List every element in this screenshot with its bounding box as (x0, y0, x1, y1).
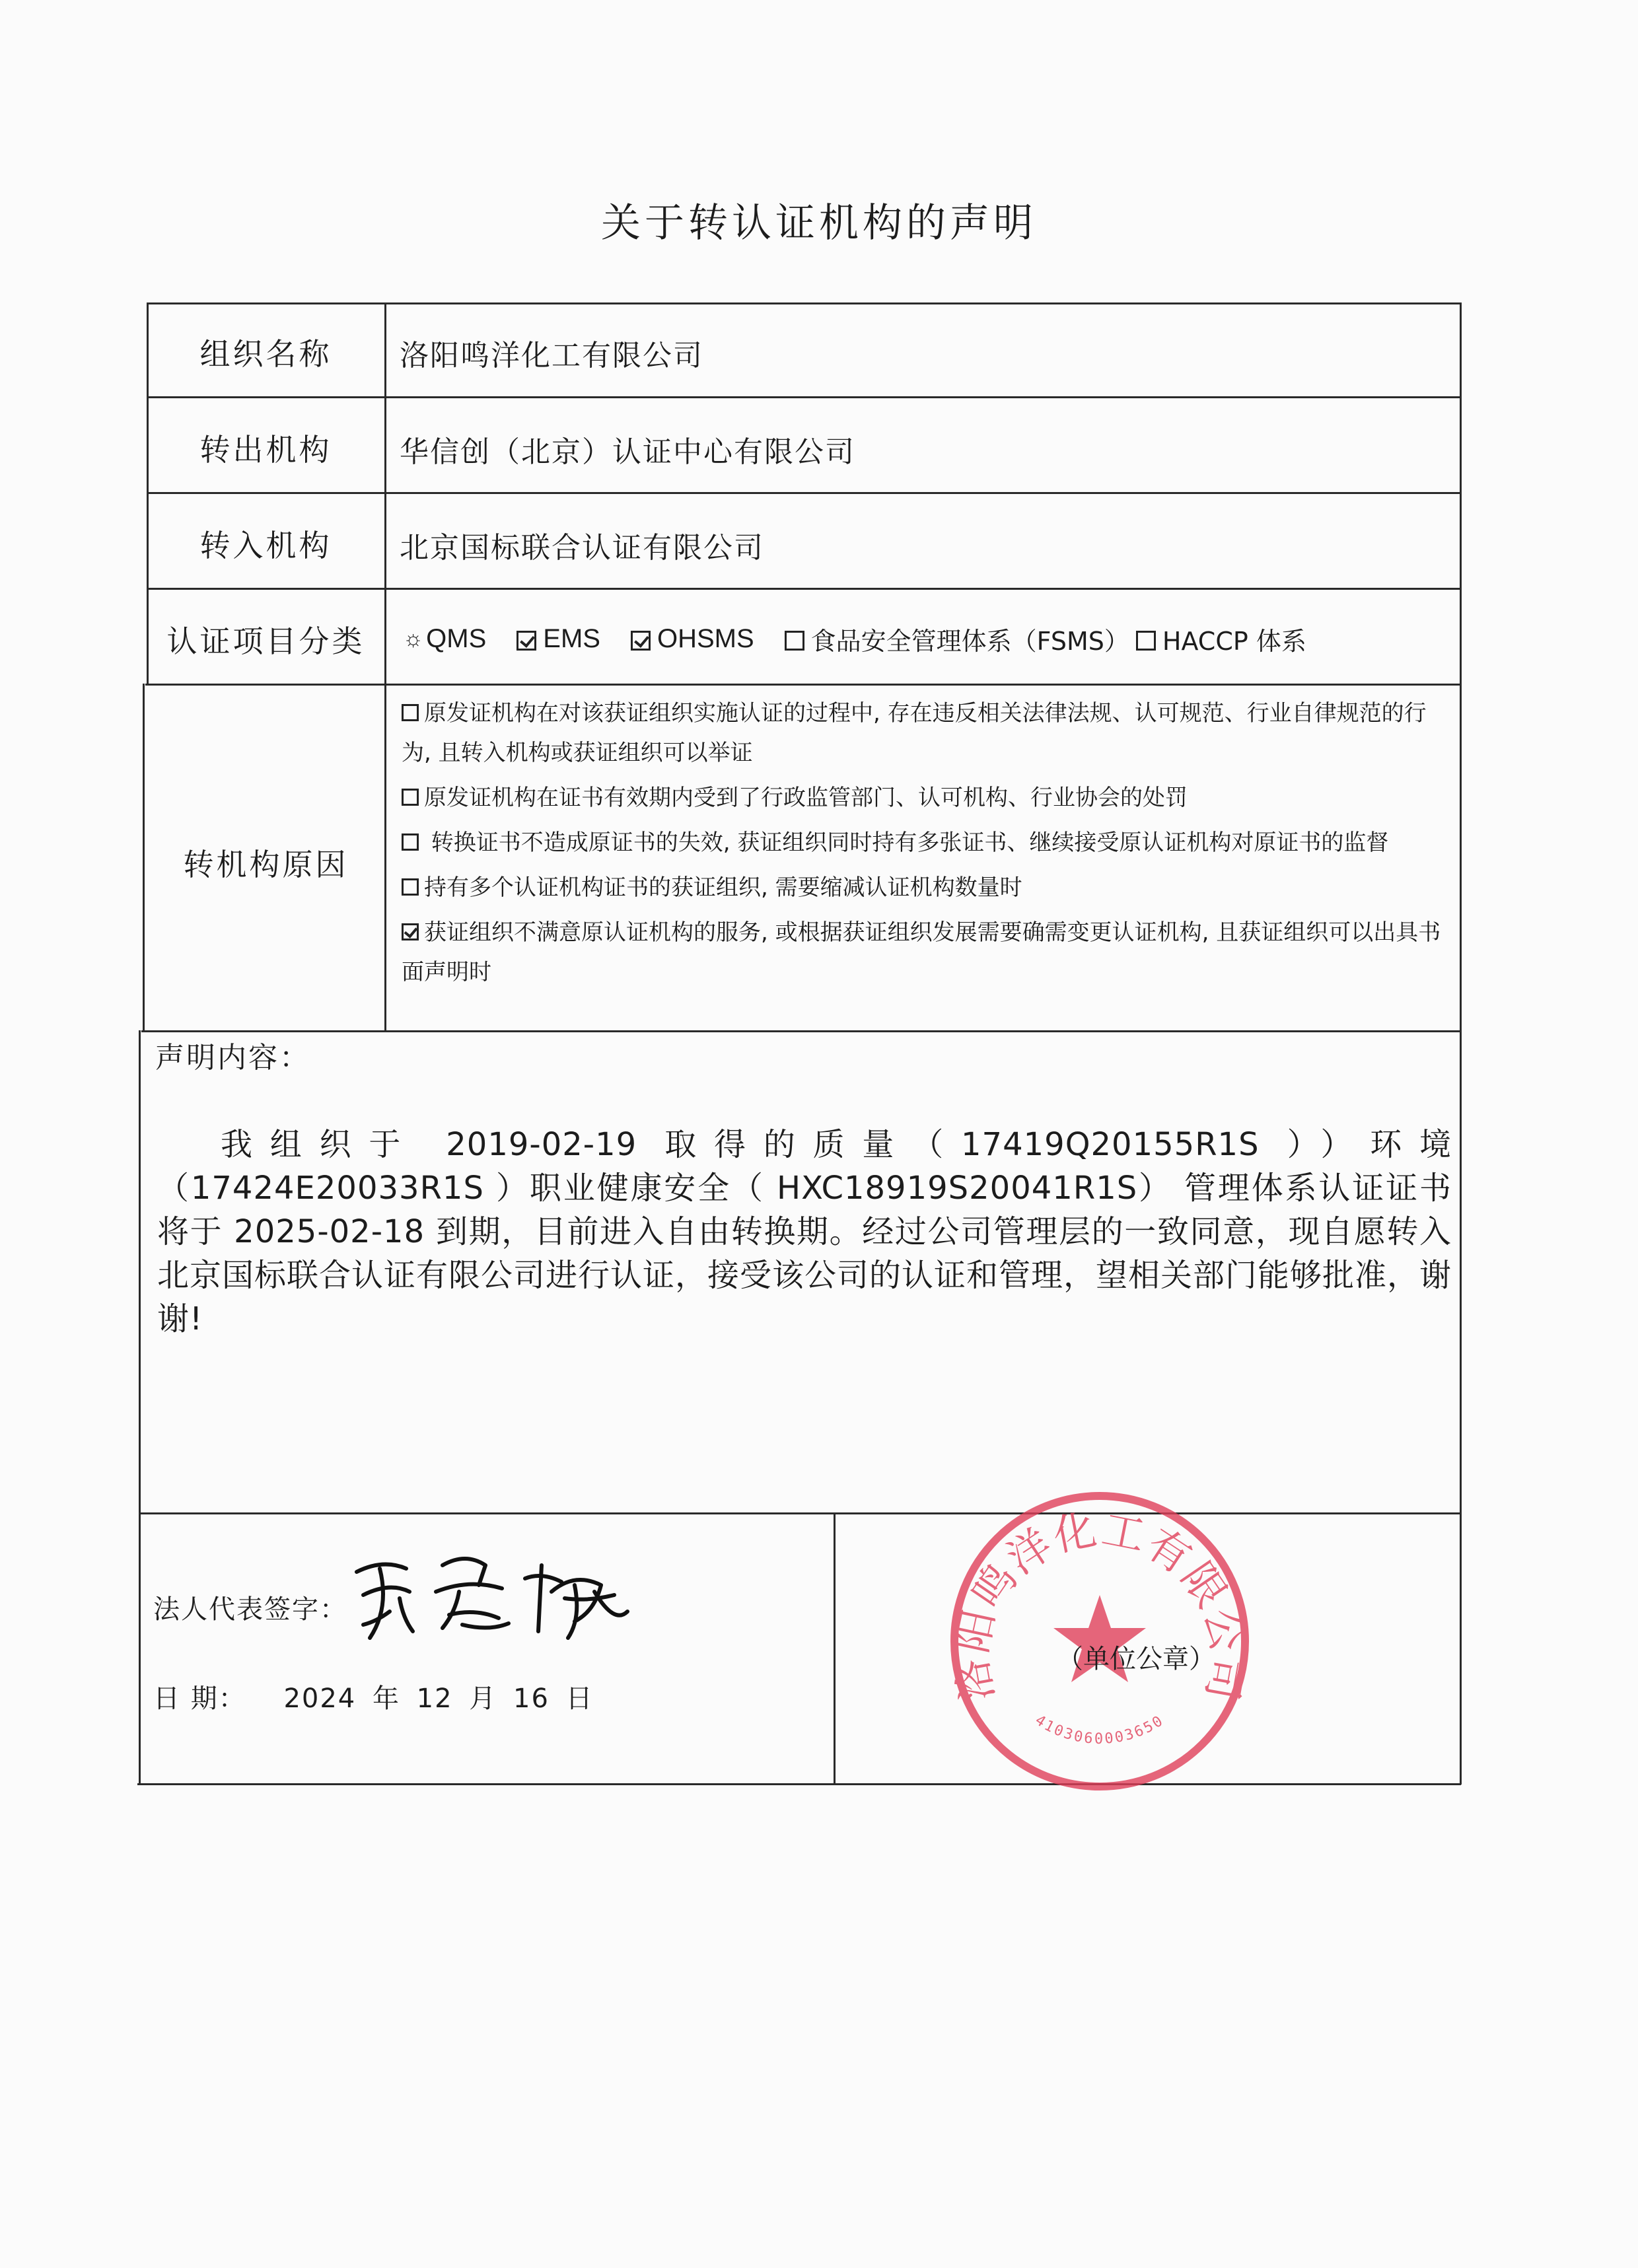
seal-arc-text: 洛阳鸣洋化工有限公司 (947, 1505, 1252, 1705)
reason-label: 转机构原因 (183, 847, 349, 882)
row-divider (139, 1512, 1461, 1514)
date-label: 日 期： (153, 1683, 246, 1714)
category-haccp (1136, 621, 1306, 657)
table-border-right (1460, 302, 1462, 1785)
row-divider (147, 492, 1461, 494)
category-qms (403, 624, 486, 654)
circle-mark-icon: ☼ (403, 626, 424, 651)
declaration-body (157, 1123, 1452, 1341)
signature-label: 法人代表签字： (153, 1594, 347, 1625)
category-fsms (785, 621, 1129, 657)
date-day-unit: 日 (565, 1683, 594, 1714)
table-border-left (147, 302, 149, 686)
seal-code: 4103060003650 (1032, 1712, 1168, 1748)
declaration-text: 我组织于 2019-02-19 取得的质量（17419Q20155R1S ））环境（17424E20033R1S ）职业健康安全（ HXC18919S20041R1S） 管理体系认证证书将于 2025-02-18 到期，目前进入自由转换期。经过公司管理层的一致同意，现自愿转入北京国标联合认证有限公司进行认证，接受该公司的认证和管理，望相关部门能够批准，谢谢! (157, 1126, 1452, 1337)
checked-box-icon (516, 631, 536, 651)
checked-box-icon (402, 923, 419, 940)
date-month-unit: 月 (469, 1683, 497, 1714)
seal-caption: （单位公章） (1057, 1644, 1215, 1674)
reason-text: 获证组织不满意原认证机构的服务, 或根据获证组织发展需要确需变更认证机构, 且获证组织可以出具书面声明时 (402, 919, 1441, 985)
empty-box-icon (402, 833, 419, 851)
empty-box-icon (785, 631, 804, 651)
category-options (403, 621, 1446, 657)
checked-box-icon (631, 631, 651, 651)
row-divider (141, 1030, 1461, 1032)
category-label: 认证项目分类 (166, 623, 365, 659)
table-border-left (143, 684, 145, 1032)
reason-item (402, 868, 1445, 907)
reason-item (402, 778, 1445, 818)
signature-seal-divider (834, 1512, 836, 1785)
reason-list (402, 693, 1445, 997)
row-divider (147, 396, 1461, 398)
category-ems-label: EMS (543, 624, 600, 653)
empty-box-icon (402, 704, 419, 721)
category-fsms-label: 食品安全管理体系（FSMS） (810, 627, 1129, 656)
reason-item (402, 693, 1445, 773)
empty-box-icon (402, 789, 419, 806)
row-divider (147, 588, 1461, 590)
reason-item (402, 913, 1445, 992)
empty-box-icon (1136, 631, 1156, 651)
table-border-bottom (137, 1783, 1461, 1785)
category-qms-label: QMS (426, 624, 487, 653)
empty-box-icon (402, 878, 419, 896)
date-year-unit: 年 (372, 1683, 400, 1714)
reason-text: 原发证机构在证书有效期内受到了行政监管部门、认可机构、行业协会的处罚 (424, 785, 1188, 811)
declaration-label: 声明内容： (155, 1041, 310, 1075)
page-title: 关于转认证机构的声明 (601, 200, 1037, 246)
table-border-top (147, 302, 1461, 304)
reason-item (402, 823, 1445, 863)
reason-text: 转换证书不造成原证书的失效, 获证组织同时持有多张证书、继续接受原认证机构对原证书的监督 (424, 830, 1389, 856)
handwritten-signature (343, 1545, 634, 1645)
transfer-out-value: 华信创（北京）认证中心有限公司 (400, 435, 855, 469)
date-month: 12 (416, 1683, 453, 1714)
org-name-value: 洛阳鸣洋化工有限公司 (400, 339, 703, 372)
date-row (153, 1678, 600, 1715)
table-border-left (139, 1030, 141, 1785)
date-year: 2024 (283, 1683, 357, 1714)
category-ohsms (631, 624, 754, 654)
column-divider (384, 302, 386, 1032)
transfer-out-label: 转出机构 (199, 432, 332, 468)
reason-text: 持有多个认证机构证书的获证组织, 需要缩减认证机构数量时 (424, 874, 1022, 901)
category-ohsms-label: OHSMS (657, 624, 754, 653)
date-day: 16 (513, 1683, 550, 1714)
transfer-in-value: 北京国标联合认证有限公司 (400, 531, 764, 565)
org-name-label: 组织名称 (199, 336, 332, 372)
row-divider (145, 684, 1461, 686)
category-haccp-label: HACCP 体系 (1162, 627, 1306, 656)
reason-text: 原发证机构在对该获证组织实施认证的过程中, 存在违反相关法律法规、认可规范、行业自律规范的行为, 且转入机构或获证组织可以举证 (402, 700, 1427, 766)
transfer-in-label: 转入机构 (199, 528, 332, 563)
category-ems (516, 624, 600, 654)
